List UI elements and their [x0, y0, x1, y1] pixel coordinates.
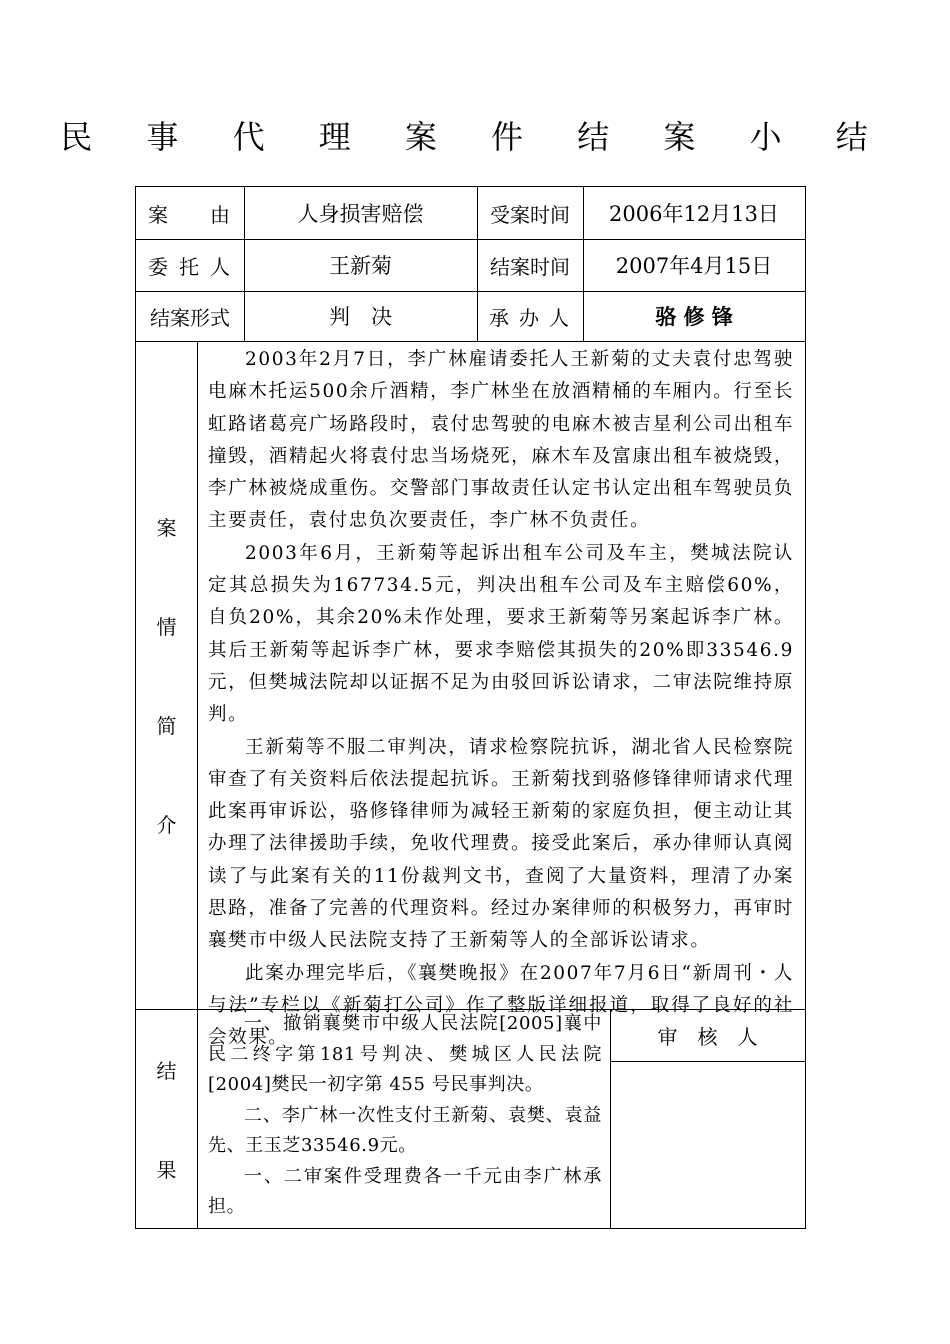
- handler-label-char: 人: [549, 305, 569, 330]
- reviewer-value: [610, 1061, 805, 1229]
- case-summary-paragraph: 此案办理完毕后，《襄樊晚报》在2007年7月6日“新周刊・人与法”专栏以《新菊打公司》作了整版详细报道，取得了良好的社会效果。: [208, 962, 794, 1049]
- case-reason-label-char: 由: [210, 202, 230, 227]
- closing-form-value: 判 决: [329, 305, 392, 329]
- client-label-char: 人: [210, 254, 230, 279]
- result-label-char: 果: [156, 1158, 177, 1182]
- result-text: [208, 1009, 602, 1223]
- result-paragraph: 一、撤销襄樊市中级人民法院[2005]襄中民二终字第181号判决、樊城区人民法院[2004]樊民一初字第 455 号民事判决。: [208, 1013, 602, 1095]
- case-summary-label-char: 简: [156, 714, 177, 738]
- case-summary-label-char: 情: [156, 615, 177, 639]
- client-label: [136, 239, 244, 291]
- case-summary-form: [135, 186, 806, 1229]
- result-label: [136, 1009, 197, 1229]
- case-reason-value: 人身损害赔偿: [297, 202, 424, 226]
- client-value: 王新菊: [329, 254, 392, 278]
- client-label-char: 托: [179, 254, 199, 279]
- result-paragraph: 一、二审案件受理费各一千元由李广林承担。: [208, 1165, 602, 1217]
- handler-label-char: 承: [489, 305, 509, 330]
- handler-label: [477, 291, 583, 341]
- case-summary-paragraph: 王新菊等不服二审判决，请求检察院抗诉，湖北省人民检察院审查了有关资料后依法提起抗诉。王新菊找到骆修锋律师请求代理此案再审诉讼，骆修锋律师为减轻王新菊的家庭负担，便主动让其办理了法律援助手续，免收代理费。接受此案后，承办律师认真阅读了与此案有关的11份裁判文书，查阅了大量资料，理清了办案思路，准备了完善的代理资料。经过办案律师的积极努力，再审时襄樊市中级人民法院支持了王新菊等人的全部诉讼请求。: [208, 736, 794, 952]
- close-time-value: 2007年4月15日: [615, 254, 773, 278]
- case-reason-label-char: 案: [148, 202, 168, 227]
- case-reason-label: [136, 187, 244, 239]
- accept-time-value: 2006年12月13日: [609, 202, 779, 226]
- handler-value: 骆 修 锋: [655, 304, 733, 329]
- case-summary-label: [136, 341, 197, 1009]
- document-title: 民 事 代 理 案 件 结 案 小 结: [60, 118, 890, 156]
- closing-form-label: 结案形式: [150, 305, 230, 330]
- case-summary-text: [208, 344, 794, 1055]
- result-label-char: 结: [156, 1059, 177, 1083]
- handler-label-char: 办: [519, 305, 539, 330]
- case-summary-paragraph: 2003年2月7日，李广林雇请委托人王新菊的丈夫袁付忠驾驶电麻木托运500余斤酒精，李广林坐在放酒精桶的车厢内。行至长虹路诸葛亮广场路段时，袁付忠驾驶的电麻木被吉星利公司出租车撞毁，酒精起火将袁付忠当场烧死，麻木车及富康出租车被烧毁，李广林被烧成重伤。交警部门事故责任认定书认定出租车驾驶员负主要责任，袁付忠负次要责任，李广林不负责任。: [208, 349, 794, 532]
- case-summary-paragraph: 2003年6月，王新菊等起诉出租车公司及车主，樊城法院认定其总损失为167734.5元，判决出租车公司及车主赔偿60%，自负20%，其余20%未作处理，要求王新菊等另案起诉李广林。其后王新菊等起诉李广林，要求李赔偿其损失的20%即33546.9元，但樊城法院却以证据不足为由驳回诉讼请求，二审法院维持原判。: [208, 542, 794, 726]
- reviewer-label: 审 核 人: [657, 1024, 758, 1049]
- client-label-char: 委: [148, 254, 168, 279]
- case-summary-label-char: 案: [156, 516, 177, 540]
- close-time-label: 结案时间: [490, 254, 570, 279]
- case-summary-label-char: 介: [156, 813, 177, 837]
- accept-time-label: 受案时间: [490, 202, 570, 227]
- result-paragraph: 二、李广林一次性支付王新菊、袁樊、袁益先、王玉芝33546.9元。: [208, 1104, 602, 1156]
